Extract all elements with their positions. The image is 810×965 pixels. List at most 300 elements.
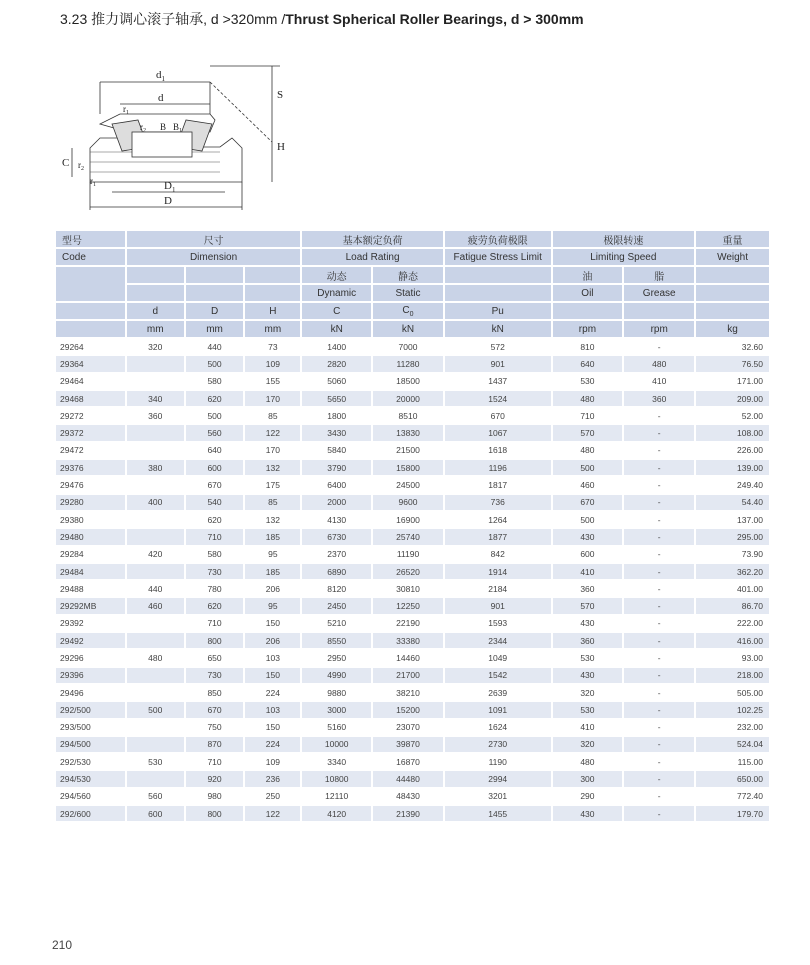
cell-grease-speed: - xyxy=(657,514,661,525)
bearing-spec-table xyxy=(54,229,771,823)
header-blank xyxy=(56,303,125,319)
cell-weight: 102.25 xyxy=(696,702,769,717)
cell-grease-speed: - xyxy=(657,583,661,594)
cell-weight: 86.70 xyxy=(696,598,769,613)
cell-Pu: 1264 xyxy=(488,514,508,525)
cell-weight: 54.40 xyxy=(696,495,769,510)
cell-weight: 416.00 xyxy=(696,633,769,648)
label-d1: $d_1$ xyxy=(156,69,165,83)
cell-d xyxy=(127,477,184,492)
label-r1-left: $r_1$ xyxy=(90,176,96,188)
cell-H: 85 xyxy=(268,410,278,421)
unit-grease: rpm xyxy=(624,321,694,337)
header-dynamic-cn: 动态 xyxy=(302,267,371,283)
cell-H: 206 xyxy=(265,583,280,594)
cell-C: 5160 xyxy=(327,722,347,733)
cell-C0: 23070 xyxy=(396,722,420,733)
cell-H: 224 xyxy=(245,737,300,752)
cell-weight: 171.00 xyxy=(737,376,763,387)
cell-D: 800 xyxy=(186,806,244,821)
header-speed-en: Limiting Speed xyxy=(553,249,695,265)
cell-Pu: 1067 xyxy=(445,425,551,440)
cell-C0: 15800 xyxy=(373,460,443,475)
cell-Pu: 736 xyxy=(445,495,551,510)
cell-C: 5060 xyxy=(327,376,347,387)
header-fatigue-cn: 疲劳负荷极限 xyxy=(445,231,551,247)
table-row xyxy=(56,668,769,683)
cell-C0: 16900 xyxy=(396,514,420,525)
cell-oil-speed: 530 xyxy=(580,652,595,663)
cell-oil-speed: 480 xyxy=(580,756,595,767)
cell-d xyxy=(127,512,184,527)
cell-D: 540 xyxy=(186,495,244,510)
cell-grease-speed: 410 xyxy=(652,376,667,387)
unit-Pu: kN xyxy=(445,321,551,337)
cell-oil-speed: 360 xyxy=(580,583,595,594)
cell-C: 9880 xyxy=(327,687,347,698)
cell-C: 4120 xyxy=(302,806,371,821)
cell-oil-speed: 640 xyxy=(553,356,623,371)
cell-grease-speed: - xyxy=(624,771,694,786)
cell-weight: 32.60 xyxy=(741,341,763,352)
cell-weight: 249.40 xyxy=(737,480,763,491)
cell-C0: 15200 xyxy=(373,702,443,717)
table-row xyxy=(56,425,769,440)
cell-d: 500 xyxy=(127,702,184,717)
cell-grease-speed: - xyxy=(657,687,661,698)
header-row-units xyxy=(56,321,769,337)
cell-oil-speed: 500 xyxy=(553,460,623,475)
table-row xyxy=(56,391,769,406)
cell-oil-speed: 480 xyxy=(580,445,595,456)
table-row xyxy=(56,754,769,769)
cell-C: 6400 xyxy=(327,480,347,491)
symbol-c0-sub: 0 xyxy=(409,310,414,318)
cell-D: 670 xyxy=(186,702,244,717)
cell-D: 870 xyxy=(186,737,244,752)
cell-oil-speed: 570 xyxy=(553,598,623,613)
cell-d xyxy=(127,529,184,544)
cell-oil-speed: 360 xyxy=(553,633,623,648)
cell-H: 109 xyxy=(245,356,300,371)
table-row xyxy=(56,408,769,423)
cell-code: 29472 xyxy=(60,445,84,456)
cell-H: 132 xyxy=(245,460,300,475)
cell-C0: 7000 xyxy=(398,341,418,352)
cell-C0: 20000 xyxy=(373,391,443,406)
header-blank xyxy=(127,285,184,301)
unit-oil: rpm xyxy=(553,321,623,337)
cell-Pu: 1618 xyxy=(488,445,508,456)
header-symbol-H: H xyxy=(245,303,300,319)
cell-D: 670 xyxy=(207,480,222,491)
cell-D: 710 xyxy=(207,618,222,629)
cell-H: 132 xyxy=(265,514,280,525)
cell-D: 560 xyxy=(186,425,244,440)
cell-d: 480 xyxy=(148,652,163,663)
symbol-c: C xyxy=(402,304,410,316)
cell-Pu: 1049 xyxy=(488,652,508,663)
cell-C: 1800 xyxy=(327,410,347,421)
cell-grease-speed: - xyxy=(657,549,661,560)
cell-weight: 139.00 xyxy=(696,460,769,475)
cell-C0: 9600 xyxy=(373,495,443,510)
header-blank xyxy=(553,303,623,319)
unit-C0: kN xyxy=(373,321,443,337)
label-s: S xyxy=(277,89,284,101)
table-row xyxy=(56,374,769,389)
cell-weight: 115.00 xyxy=(737,756,763,767)
cell-D: 730 xyxy=(186,564,244,579)
cell-C: 3430 xyxy=(302,425,371,440)
header-static-en: Static xyxy=(373,285,443,301)
cell-code: 29480 xyxy=(56,529,125,544)
cell-Pu: 3201 xyxy=(488,791,508,802)
cell-grease-speed: - xyxy=(657,618,661,629)
label-r1-top: $r_1$ xyxy=(123,104,129,116)
header-blank xyxy=(186,285,244,301)
cell-D: 580 xyxy=(207,376,222,387)
cell-Pu: 1624 xyxy=(488,722,508,733)
cell-d: 320 xyxy=(148,341,163,352)
cell-C: 10800 xyxy=(302,771,371,786)
cell-Pu: 901 xyxy=(445,598,551,613)
cell-weight: 137.00 xyxy=(737,514,763,525)
cell-code: 292/530 xyxy=(60,756,91,767)
cell-grease-speed: - xyxy=(624,425,694,440)
table-row xyxy=(56,547,769,562)
cell-C: 10000 xyxy=(302,737,371,752)
cell-oil-speed: 410 xyxy=(553,564,623,579)
cell-D: 440 xyxy=(207,341,222,352)
cell-H: 85 xyxy=(245,495,300,510)
cell-weight: 772.40 xyxy=(737,791,763,802)
table-row xyxy=(56,564,769,579)
cell-grease-speed: - xyxy=(624,529,694,544)
cell-C0: 13830 xyxy=(373,425,443,440)
cell-oil-speed: 300 xyxy=(553,771,623,786)
cell-code: 29284 xyxy=(60,549,84,560)
cell-Pu: 572 xyxy=(490,341,505,352)
cell-code: 29380 xyxy=(60,514,84,525)
table-row xyxy=(56,685,769,700)
label-d: d xyxy=(158,92,164,104)
cell-Pu: 1914 xyxy=(445,564,551,579)
cell-d: 440 xyxy=(148,583,163,594)
cell-H: 73 xyxy=(268,341,278,352)
cell-code: 294/530 xyxy=(56,771,125,786)
cell-D: 850 xyxy=(207,687,222,698)
cell-D: 500 xyxy=(207,410,222,421)
cell-code: 29292MB xyxy=(56,598,125,613)
cell-grease-speed: - xyxy=(657,652,661,663)
cell-D: 920 xyxy=(186,771,244,786)
cell-C0: 11280 xyxy=(373,356,443,371)
cell-code: 29484 xyxy=(56,564,125,579)
cell-D: 600 xyxy=(186,460,244,475)
cell-C: 3790 xyxy=(302,460,371,475)
header-fatigue-en: Fatigue Stress Limit xyxy=(445,249,551,265)
cell-Pu: 842 xyxy=(490,549,505,560)
cell-H: 170 xyxy=(245,391,300,406)
cell-d: 420 xyxy=(148,549,163,560)
cell-oil-speed: 320 xyxy=(553,737,623,752)
cell-oil-speed: 430 xyxy=(553,529,623,544)
cell-H: 175 xyxy=(265,480,280,491)
cell-weight: 524.04 xyxy=(696,737,769,752)
cell-C: 3340 xyxy=(327,756,347,767)
cell-grease-speed: - xyxy=(624,495,694,510)
cell-Pu: 670 xyxy=(490,410,505,421)
table-row xyxy=(56,460,769,475)
cell-d: 360 xyxy=(148,410,163,421)
cell-D: 710 xyxy=(186,529,244,544)
cell-C0: 44480 xyxy=(373,771,443,786)
cell-Pu: 901 xyxy=(445,356,551,371)
cell-C0: 25740 xyxy=(373,529,443,544)
cell-code: 29364 xyxy=(56,356,125,371)
cell-Pu: 1524 xyxy=(445,391,551,406)
cell-oil-speed: 460 xyxy=(580,480,595,491)
table-row xyxy=(56,616,769,631)
cell-code: 292/500 xyxy=(56,702,125,717)
header-static-cn: 静态 xyxy=(373,267,443,283)
header-grease-cn: 脂 xyxy=(624,267,694,283)
cell-grease-speed: - xyxy=(624,598,694,613)
cell-C: 2820 xyxy=(302,356,371,371)
cell-grease-speed: - xyxy=(624,806,694,821)
cell-C: 4130 xyxy=(327,514,347,525)
cell-oil-speed: 710 xyxy=(580,410,595,421)
cell-d xyxy=(127,564,184,579)
cell-d xyxy=(127,616,184,631)
cell-Pu: 1196 xyxy=(445,460,551,475)
cell-Pu: 2639 xyxy=(488,687,508,698)
table-row xyxy=(56,771,769,786)
cell-oil-speed: 430 xyxy=(553,806,623,821)
cell-code: 29492 xyxy=(56,633,125,648)
header-load-cn: 基本额定负荷 xyxy=(302,231,443,247)
header-blank xyxy=(56,267,125,301)
table-row xyxy=(56,581,769,596)
header-symbol-d: d xyxy=(127,303,184,319)
cell-weight: 108.00 xyxy=(696,425,769,440)
cell-oil-speed: 430 xyxy=(580,618,595,629)
cell-Pu: 1817 xyxy=(488,480,508,491)
cell-code: 29280 xyxy=(56,495,125,510)
cell-Pu: 1542 xyxy=(445,668,551,683)
cell-D: 620 xyxy=(207,514,222,525)
cell-C0: 48430 xyxy=(396,791,420,802)
cell-d xyxy=(127,633,184,648)
cell-d xyxy=(127,374,184,389)
header-blank xyxy=(245,285,300,301)
header-blank xyxy=(696,303,769,319)
table-row xyxy=(56,477,769,492)
unit-weight: kg xyxy=(696,321,769,337)
header-speed-cn: 极限转速 xyxy=(553,231,695,247)
header-blank xyxy=(696,285,769,301)
cell-D: 650 xyxy=(207,652,222,663)
cell-D: 710 xyxy=(207,756,222,767)
table-row xyxy=(56,737,769,752)
label-D1: $D_1$ xyxy=(164,180,176,194)
title-chinese: 推力调心滚子轴承, d >320mm / xyxy=(91,11,286,27)
cell-D: 800 xyxy=(186,633,244,648)
cell-C0: 22190 xyxy=(396,618,420,629)
cell-C: 2370 xyxy=(327,549,347,560)
header-oil-cn: 油 xyxy=(553,267,623,283)
cell-C0: 12250 xyxy=(373,598,443,613)
cell-d: 380 xyxy=(127,460,184,475)
page-number: 210 xyxy=(52,938,73,952)
cell-H: 103 xyxy=(265,652,280,663)
cell-H: 150 xyxy=(245,668,300,683)
cell-weight: 179.70 xyxy=(696,806,769,821)
cell-grease-speed: - xyxy=(624,460,694,475)
cell-code: 293/500 xyxy=(60,722,91,733)
header-load-en: Load Rating xyxy=(302,249,443,265)
cell-oil-speed: 410 xyxy=(580,722,595,733)
cell-grease-speed: - xyxy=(624,737,694,752)
header-oil-en: Oil xyxy=(553,285,623,301)
cell-C: 1400 xyxy=(327,341,347,352)
cell-weight: 209.00 xyxy=(696,391,769,406)
cell-oil-speed: 500 xyxy=(580,514,595,525)
cell-D: 500 xyxy=(186,356,244,371)
cell-weight: 401.00 xyxy=(737,583,763,594)
cell-oil-speed: 430 xyxy=(553,668,623,683)
cell-Pu: 1437 xyxy=(488,376,508,387)
header-weight-en: Weight xyxy=(696,249,769,265)
header-row-symbols xyxy=(56,303,769,319)
cell-C0: 16870 xyxy=(396,756,420,767)
label-b1: $B_1$ xyxy=(173,122,183,134)
header-row-sub-en xyxy=(56,285,769,301)
cell-C0: 18500 xyxy=(396,376,420,387)
cell-C: 12110 xyxy=(325,791,349,802)
cell-H: 95 xyxy=(245,598,300,613)
cell-D: 750 xyxy=(207,722,222,733)
cell-code: 29272 xyxy=(60,410,84,421)
header-dimension-en: Dimension xyxy=(127,249,300,265)
cell-grease-speed: - xyxy=(657,341,661,352)
cell-weight: 222.00 xyxy=(737,618,763,629)
cell-code: 29264 xyxy=(60,341,84,352)
cell-C0: 24500 xyxy=(396,480,420,491)
cell-H: 103 xyxy=(245,702,300,717)
unit-D: mm xyxy=(186,321,244,337)
cell-d xyxy=(127,720,184,735)
cell-weight: 226.00 xyxy=(737,445,763,456)
cell-grease-speed: 360 xyxy=(624,391,694,406)
cell-C0: 38210 xyxy=(396,687,420,698)
header-symbol-D: D xyxy=(186,303,244,319)
table-row xyxy=(56,443,769,458)
cell-weight: 73.90 xyxy=(741,549,763,560)
cell-weight: 362.20 xyxy=(696,564,769,579)
label-c: C xyxy=(62,157,70,169)
cell-Pu: 2730 xyxy=(445,737,551,752)
cell-D: 580 xyxy=(207,549,222,560)
cell-H: 185 xyxy=(245,529,300,544)
cell-grease-speed: 480 xyxy=(624,356,694,371)
cell-code: 29476 xyxy=(60,480,84,491)
header-blank xyxy=(245,267,300,283)
cell-weight: 93.00 xyxy=(741,652,763,663)
cell-d: 560 xyxy=(148,791,163,802)
cell-oil-speed: 600 xyxy=(580,549,595,560)
unit-H: mm xyxy=(245,321,300,337)
page-title xyxy=(60,9,584,29)
cell-C0: 8510 xyxy=(398,410,418,421)
cell-C0: 30810 xyxy=(396,583,420,594)
cell-code: 29396 xyxy=(56,668,125,683)
cell-C: 2450 xyxy=(302,598,371,613)
table-row xyxy=(56,650,769,665)
cell-d xyxy=(127,443,184,458)
table-row xyxy=(56,529,769,544)
cell-d: 530 xyxy=(148,756,163,767)
cell-oil-speed: 480 xyxy=(553,391,623,406)
cell-oil-speed: 670 xyxy=(553,495,623,510)
title-english: Thrust Spherical Roller Bearings, d > 300mm xyxy=(285,11,584,27)
header-row-en xyxy=(56,249,769,265)
cell-weight: 52.00 xyxy=(741,410,763,421)
cell-grease-speed: - xyxy=(657,791,661,802)
cell-C0: 14460 xyxy=(396,652,420,663)
cell-Pu: 1091 xyxy=(445,702,551,717)
cell-grease-speed: - xyxy=(657,480,661,491)
header-blank xyxy=(624,303,694,319)
cell-H: 155 xyxy=(265,376,280,387)
cell-C0: 26520 xyxy=(373,564,443,579)
cell-weight: 232.00 xyxy=(737,722,763,733)
cell-oil-speed: 320 xyxy=(580,687,595,698)
cell-Pu: 1455 xyxy=(445,806,551,821)
header-model-en: Code xyxy=(56,249,125,265)
header-model-cn: 型号 xyxy=(56,231,125,247)
header-symbol-C: C xyxy=(302,303,371,319)
cell-C: 5840 xyxy=(327,445,347,456)
cell-Pu: 2344 xyxy=(445,633,551,648)
cell-Pu: 1190 xyxy=(488,756,507,767)
label-b: B xyxy=(160,122,167,132)
cell-Pu: 2994 xyxy=(445,771,551,786)
cell-oil-speed: 810 xyxy=(580,341,595,352)
cell-d: 460 xyxy=(127,598,184,613)
cell-code: 29296 xyxy=(60,652,84,663)
cell-grease-speed: - xyxy=(657,445,661,456)
cell-oil-speed: 290 xyxy=(580,791,595,802)
cell-d xyxy=(127,685,184,700)
cell-Pu: 1877 xyxy=(445,529,551,544)
cell-C: 3000 xyxy=(302,702,371,717)
cell-D: 640 xyxy=(207,445,222,456)
cell-H: 109 xyxy=(265,756,280,767)
label-r2: $r_2$ xyxy=(140,122,146,134)
cell-d: 340 xyxy=(127,391,184,406)
cell-H: 95 xyxy=(268,549,278,560)
cell-code: 294/560 xyxy=(60,791,91,802)
cell-D: 730 xyxy=(186,668,244,683)
cell-D: 620 xyxy=(186,391,244,406)
cell-d xyxy=(127,425,184,440)
unit-C: kN xyxy=(302,321,371,337)
cell-H: 185 xyxy=(245,564,300,579)
table-row xyxy=(56,495,769,510)
cell-grease-speed: - xyxy=(624,702,694,717)
